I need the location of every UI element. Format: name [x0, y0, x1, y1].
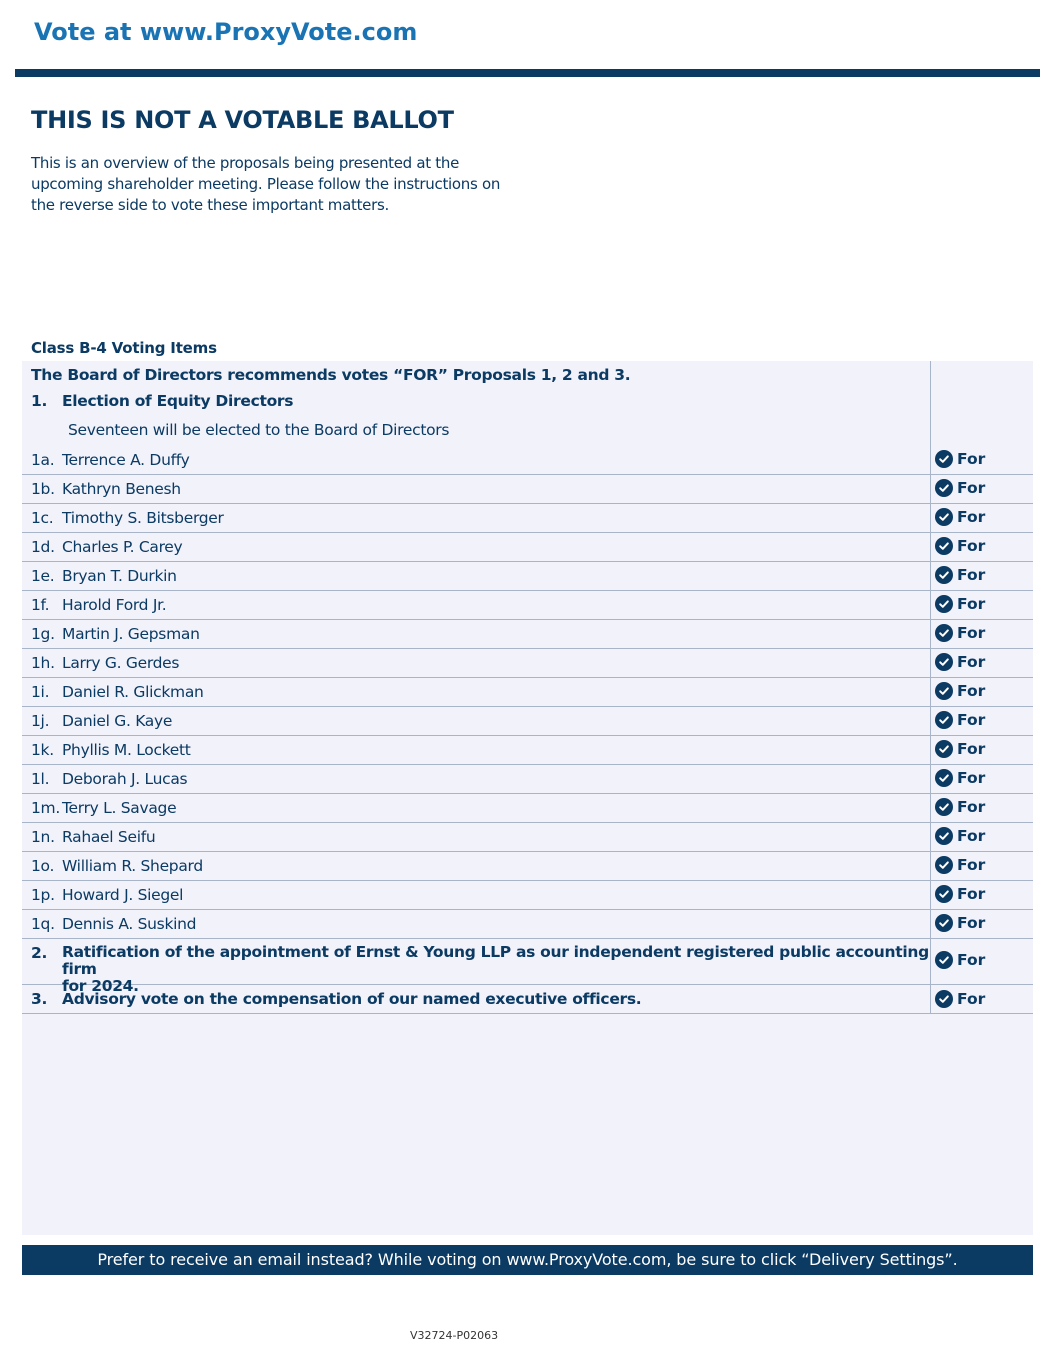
board-recommendation: The Board of Directors recommends votes “FOR” Proposals 1, 2 and 3. — [31, 366, 631, 384]
nominee-number: 1d. — [31, 538, 55, 556]
proposal-title: Advisory vote on the compensation of our named executive officers. — [62, 990, 642, 1008]
vote-recommendation — [935, 914, 985, 932]
nominee-row — [22, 620, 1033, 649]
vote-recommendation — [935, 711, 985, 729]
vote-label: For — [957, 769, 986, 787]
vote-recommendation — [935, 508, 985, 526]
nominee-number: 1a. — [31, 451, 55, 469]
vote-recommendation — [935, 798, 985, 816]
vote-recommendation — [935, 566, 985, 584]
proposal-1-subtitle-row — [22, 421, 1033, 443]
proposal-number: 3. — [31, 990, 48, 1008]
nominee-number: 1i. — [31, 683, 50, 701]
nominee-number: 1n. — [31, 828, 55, 846]
checkmark-icon — [935, 653, 953, 671]
proposal-subtitle: Seventeen will be elected to the Board of Directors — [68, 421, 450, 439]
nominee-name: Timothy S. Bitsberger — [62, 509, 224, 527]
proposal-number: 1. — [31, 392, 48, 410]
checkmark-icon — [935, 827, 953, 845]
vote-recommendation — [935, 827, 985, 845]
vote-label: For — [957, 951, 986, 969]
nominee-number: 1k. — [31, 741, 54, 759]
checkmark-icon — [935, 740, 953, 758]
nominee-row — [22, 562, 1033, 591]
nominee-name: Kathryn Benesh — [62, 480, 181, 498]
nominee-row — [22, 765, 1033, 794]
checkmark-icon — [935, 479, 953, 497]
nominee-number: 1e. — [31, 567, 55, 585]
vote-recommendation — [935, 624, 985, 642]
nominee-number: 1c. — [31, 509, 54, 527]
header-divider — [15, 69, 1040, 77]
email-delivery-banner: Prefer to receive an email instead? While voting on www.ProxyVote.com, be sure to click “Delivery Settings”. — [22, 1245, 1033, 1275]
nominee-name: William R. Shepard — [62, 857, 203, 875]
nominee-number: 1q. — [31, 915, 55, 933]
checkmark-icon — [935, 450, 953, 468]
vote-label: For — [957, 479, 986, 497]
checkmark-icon — [935, 951, 953, 969]
nominee-row — [22, 504, 1033, 533]
intro-line: This is an overview of the proposals being presented at the — [31, 154, 460, 172]
nominee-number: 1g. — [31, 625, 55, 643]
nominee-name: Charles P. Carey — [62, 538, 183, 556]
checkmark-icon — [935, 798, 953, 816]
vote-label: For — [957, 798, 986, 816]
document-code: V32724-P02063 — [410, 1329, 499, 1342]
checkmark-icon — [935, 537, 953, 555]
nominee-name: Daniel G. Kaye — [62, 712, 173, 730]
nominee-number: 1f. — [31, 596, 50, 614]
intro-line: the reverse side to vote these important matters. — [31, 196, 389, 214]
proxyvote-header-link[interactable]: Vote at www.ProxyVote.com — [34, 18, 418, 46]
vote-recommendation — [935, 479, 985, 497]
vote-label: For — [957, 508, 986, 526]
nominee-row — [22, 852, 1033, 881]
nominee-row — [22, 910, 1033, 939]
nominee-name: Harold Ford Jr. — [62, 596, 167, 614]
vote-recommendation — [935, 885, 985, 903]
vote-recommendation — [935, 856, 985, 874]
vote-label: For — [957, 990, 986, 1008]
nominee-number: 1h. — [31, 654, 55, 672]
vote-label: For — [957, 595, 986, 613]
page-title: THIS IS NOT A VOTABLE BALLOT — [31, 106, 454, 134]
section-label: Class B-4 Voting Items — [31, 339, 217, 357]
nominee-number: 1b. — [31, 480, 55, 498]
vote-label: For — [957, 566, 986, 584]
proposal-1-header — [22, 392, 1033, 414]
vote-label: For — [957, 914, 986, 932]
checkmark-icon — [935, 682, 953, 700]
vote-label: For — [957, 450, 986, 468]
nominee-row — [22, 649, 1033, 678]
vote-recommendation — [935, 951, 985, 969]
checkmark-icon — [935, 595, 953, 613]
checkmark-icon — [935, 508, 953, 526]
nominee-name: Terrence A. Duffy — [62, 451, 190, 469]
vote-recommendation — [935, 595, 985, 613]
nominee-row — [22, 533, 1033, 562]
checkmark-icon — [935, 885, 953, 903]
nominee-row — [22, 794, 1033, 823]
checkmark-icon — [935, 769, 953, 787]
checkmark-icon — [935, 990, 953, 1008]
proposal-number: 2. — [31, 944, 48, 962]
nominee-number: 1j. — [31, 712, 50, 730]
vote-recommendation — [935, 450, 985, 468]
board-recommendation-row — [22, 366, 1033, 388]
vote-recommendation — [935, 769, 985, 787]
intro-line: upcoming shareholder meeting. Please follow the instructions on — [31, 175, 501, 193]
nominee-name: Howard J. Siegel — [62, 886, 184, 904]
vote-label: For — [957, 885, 986, 903]
vote-label: For — [957, 711, 986, 729]
vote-recommendation — [935, 537, 985, 555]
proposal-title-line: for 2024. — [62, 977, 139, 995]
nominee-row — [22, 881, 1033, 910]
nominee-number: 1p. — [31, 886, 55, 904]
proposal-title: Election of Equity Directors — [62, 392, 294, 410]
nominee-name: Dennis A. Suskind — [62, 915, 197, 933]
vote-recommendation — [935, 740, 985, 758]
intro-text — [31, 153, 531, 216]
nominee-name: Terry L. Savage — [62, 799, 177, 817]
nominee-name: Rahael Seifu — [62, 828, 156, 846]
nominee-name: Bryan T. Durkin — [62, 567, 177, 585]
nominee-number: 1m. — [31, 799, 60, 817]
nominee-row — [22, 823, 1033, 852]
checkmark-icon — [935, 624, 953, 642]
checkmark-icon — [935, 856, 953, 874]
vote-label: For — [957, 827, 986, 845]
nominee-name: Phyllis M. Lockett — [62, 741, 191, 759]
vote-label: For — [957, 856, 986, 874]
nominee-row — [22, 591, 1033, 620]
nominee-name: Deborah J. Lucas — [62, 770, 188, 788]
vote-label: For — [957, 682, 986, 700]
nominee-name: Martin J. Gepsman — [62, 625, 200, 643]
vote-recommendation — [935, 653, 985, 671]
vote-label: For — [957, 624, 986, 642]
nominee-name: Larry G. Gerdes — [62, 654, 180, 672]
nominee-number: 1l. — [31, 770, 50, 788]
nominee-row — [22, 736, 1033, 765]
vote-recommendation — [935, 682, 985, 700]
checkmark-icon — [935, 711, 953, 729]
proposal-title-line: Ratification of the appointment of Ernst & Young LLP as our independent registered public accounting firm — [62, 943, 929, 978]
nominee-row — [22, 678, 1033, 707]
nominee-row — [22, 446, 1033, 475]
vote-recommendation — [935, 990, 985, 1008]
voting-items-panel — [22, 361, 1033, 1235]
nominee-number: 1o. — [31, 857, 55, 875]
proposal-3-row — [22, 985, 1033, 1014]
vote-label: For — [957, 740, 986, 758]
nominee-row — [22, 475, 1033, 504]
vote-label: For — [957, 653, 986, 671]
checkmark-icon — [935, 566, 953, 584]
nominee-name: Daniel R. Glickman — [62, 683, 204, 701]
proposal-2-row — [22, 938, 1033, 995]
vote-label: For — [957, 537, 986, 555]
nominee-row — [22, 707, 1033, 736]
checkmark-icon — [935, 914, 953, 932]
